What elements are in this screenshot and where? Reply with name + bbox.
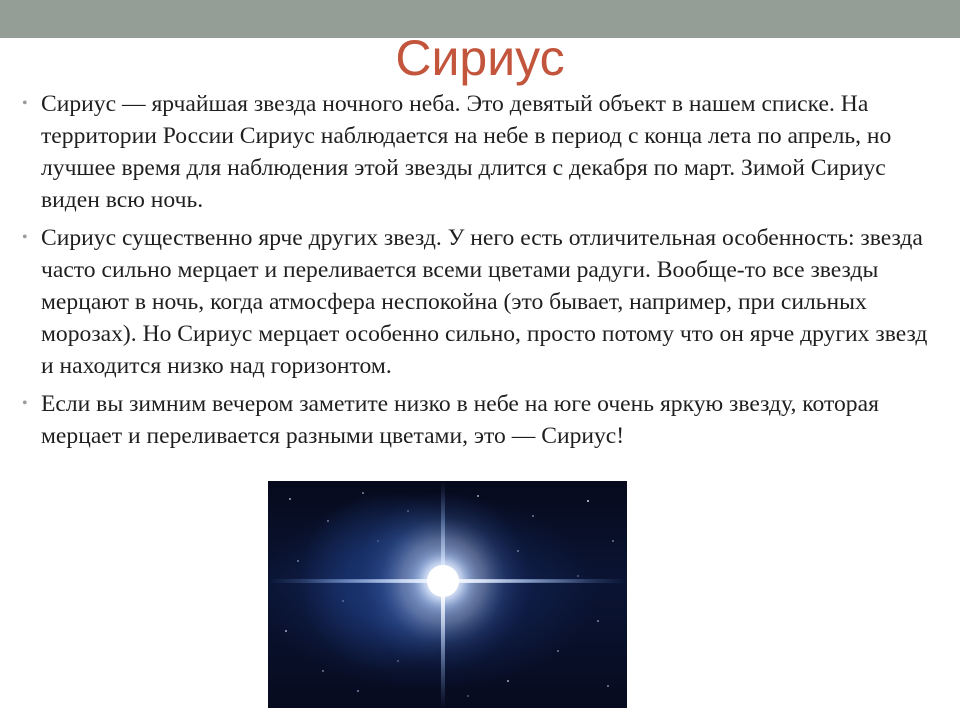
bullet-text: Сириус существенно ярче других звезд. У него есть отличительная особенность: звезда часто сильно мерцает и переливается всеми цветами радуги. Вообще-то все звезды мерцают в ночь, когда атмосфера неспокойна (это бывает, например, при сильных морозах). Но Сириус мерцает особенно сильно, просто потому что он ярче других звезд и находится низко над горизонтом. [41,225,928,379]
bullet-marker: • [22,229,28,246]
bullet-text: Если вы зимним вечером заметите низко в небе на юге очень яркую звезду, которая мерцает и переливается разными цветами, это — Сириус! [41,391,879,449]
bullet-item [22,222,932,382]
bullet-marker: • [22,95,28,112]
bullet-marker: • [22,395,28,412]
star-image [268,481,627,708]
bullet-item [22,388,932,452]
bullet-list [22,88,932,458]
star-photo [268,481,627,708]
bullet-text: Сириус — ярчайшая звезда ночного неба. Это девятый объект в нашем списке. На территории России Сириус наблюдается на небе в период с конца лета по апрель, но лучшее время для наблюдения этой звезды длится с декабря по март. Зимой Сириус виден всю ночь. [41,91,892,213]
slide-title: Сириус [395,30,565,86]
bullet-item [22,88,932,216]
